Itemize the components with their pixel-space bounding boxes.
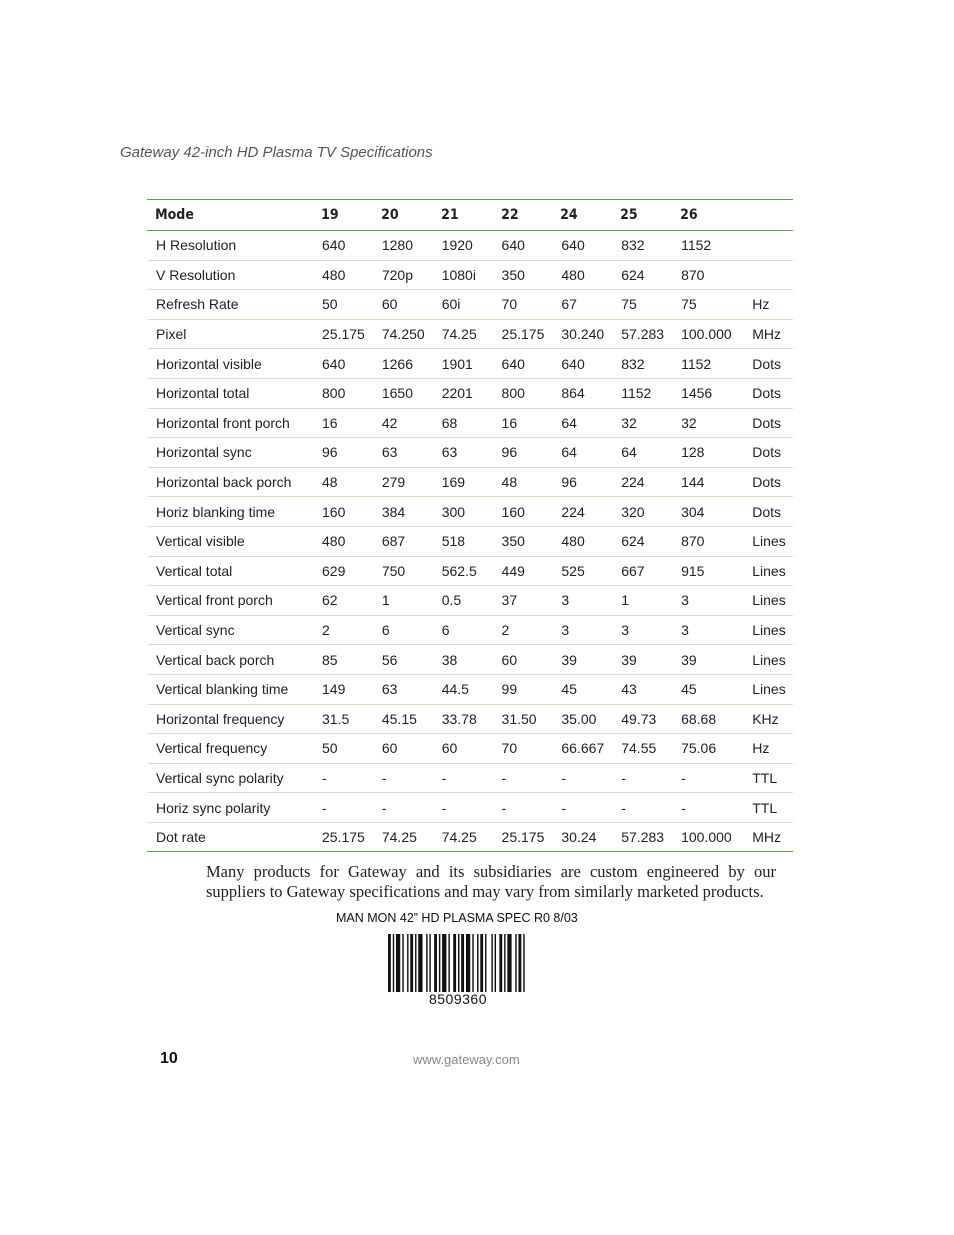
disclaimer-note: Many products for Gateway and its subsidiaries are custom engineered by our suppliers to Gateway specifications and may vary from similarly marketed products. — [206, 862, 776, 901]
barcode-bar — [477, 934, 478, 992]
value-cell: 100.000 — [672, 319, 743, 349]
row-label: Horiz sync polarity — [147, 793, 313, 823]
row-label: Horiz blanking time — [147, 497, 313, 527]
barcode-bar — [472, 934, 473, 992]
value-cell: 800 — [493, 378, 553, 408]
value-cell: - — [313, 763, 373, 793]
value-cell: 640 — [552, 349, 612, 379]
value-cell: 16 — [493, 408, 553, 438]
barcode-bar — [407, 934, 408, 992]
unit-cell — [743, 260, 793, 290]
value-cell: 35.00 — [552, 704, 612, 734]
value-cell: 50 — [313, 734, 373, 764]
value-cell: 1080i — [433, 260, 493, 290]
value-cell: 832 — [612, 349, 672, 379]
value-cell: - — [672, 793, 743, 823]
row-label: Horizontal total — [147, 378, 313, 408]
value-cell: 6 — [433, 615, 493, 645]
value-cell: 49.73 — [612, 704, 672, 734]
value-cell: 3 — [552, 615, 612, 645]
value-cell: 640 — [313, 231, 373, 261]
value-cell: 1650 — [373, 378, 433, 408]
table-row — [147, 645, 793, 675]
row-label: Vertical sync polarity — [147, 763, 313, 793]
value-cell: 1901 — [433, 349, 493, 379]
unit-cell: Dots — [743, 497, 793, 527]
unit-cell: Dots — [743, 349, 793, 379]
value-cell: 160 — [313, 497, 373, 527]
value-cell: 31.5 — [313, 704, 373, 734]
value-cell: 75 — [672, 290, 743, 320]
value-cell: 62 — [313, 586, 373, 616]
barcode-bar — [523, 934, 524, 992]
spec-table-body — [147, 231, 793, 852]
value-cell: 16 — [313, 408, 373, 438]
value-cell: - — [552, 793, 612, 823]
table-row — [147, 349, 793, 379]
value-cell: - — [373, 763, 433, 793]
value-cell: 42 — [373, 408, 433, 438]
value-cell: 45 — [552, 674, 612, 704]
column-header-mode-20: 20 — [380, 207, 399, 223]
value-cell: 85 — [313, 645, 373, 675]
unit-cell: Lines — [743, 526, 793, 556]
value-cell: 0.5 — [433, 586, 493, 616]
table-row — [147, 408, 793, 438]
row-label: Vertical sync — [147, 615, 313, 645]
table-row — [147, 231, 793, 261]
column-header-mode-22: 22 — [500, 207, 519, 223]
table-row — [147, 378, 793, 408]
value-cell: 832 — [612, 231, 672, 261]
barcode-bar — [515, 934, 516, 992]
value-cell: 45.15 — [373, 704, 433, 734]
value-cell: - — [313, 793, 373, 823]
page-number: 10 — [160, 1050, 178, 1067]
value-cell: - — [672, 763, 743, 793]
barcode-bar — [466, 934, 470, 992]
unit-cell: Dots — [743, 378, 793, 408]
running-head-title: Gateway 42-inch HD Plasma TV Specifications — [120, 144, 433, 161]
value-cell: 3 — [672, 615, 743, 645]
value-cell: - — [373, 793, 433, 823]
value-cell: 864 — [552, 378, 612, 408]
value-cell: 1152 — [672, 231, 743, 261]
value-cell: 224 — [552, 497, 612, 527]
value-cell: 70 — [493, 734, 553, 764]
barcode-bar — [426, 934, 427, 992]
unit-cell: TTL — [743, 763, 793, 793]
value-cell: 99 — [493, 674, 553, 704]
value-cell: 25.175 — [313, 319, 373, 349]
table-row — [147, 615, 793, 645]
value-cell: 800 — [313, 378, 373, 408]
row-label: Vertical back porch — [147, 645, 313, 675]
barcode-bar — [485, 934, 486, 992]
unit-cell: Dots — [743, 408, 793, 438]
value-cell: 43 — [612, 674, 672, 704]
value-cell: 68 — [433, 408, 493, 438]
value-cell: 640 — [493, 231, 553, 261]
row-label: Pixel — [147, 319, 313, 349]
row-label: Vertical total — [147, 556, 313, 586]
row-label: Horizontal visible — [147, 349, 313, 379]
value-cell: 30.24 — [552, 822, 612, 852]
unit-cell: Lines — [743, 674, 793, 704]
value-cell: 25.175 — [313, 822, 373, 852]
value-cell: 640 — [493, 349, 553, 379]
barcode-bar — [442, 934, 446, 992]
value-cell: 629 — [313, 556, 373, 586]
unit-cell: TTL — [743, 793, 793, 823]
value-cell: 1152 — [672, 349, 743, 379]
value-cell: 50 — [313, 290, 373, 320]
column-header-unit — [743, 200, 788, 231]
value-cell: - — [493, 763, 553, 793]
value-cell: 870 — [672, 260, 743, 290]
unit-cell: MHz — [743, 319, 793, 349]
barcode-bar — [495, 934, 496, 992]
value-cell: 32 — [672, 408, 743, 438]
column-header-mode-19: 19 — [321, 207, 339, 223]
value-cell: 300 — [433, 497, 493, 527]
table-row — [147, 319, 793, 349]
value-cell: 720p — [373, 260, 433, 290]
value-cell: - — [612, 763, 672, 793]
value-cell: 31.50 — [493, 704, 553, 734]
barcode-bar — [458, 934, 459, 992]
value-cell: 37 — [493, 586, 553, 616]
value-cell: 915 — [672, 556, 743, 586]
value-cell: 74.25 — [373, 822, 433, 852]
value-cell: 96 — [313, 438, 373, 468]
value-cell: 32 — [612, 408, 672, 438]
value-cell: 2 — [493, 615, 553, 645]
value-cell: 60 — [433, 734, 493, 764]
value-cell: 60 — [373, 734, 433, 764]
value-cell: 1280 — [373, 231, 433, 261]
value-cell: 48 — [493, 467, 553, 497]
value-cell: 60 — [373, 290, 433, 320]
row-label: Horizontal front porch — [147, 408, 313, 438]
barcode-bar — [518, 934, 521, 992]
row-label: Vertical frequency — [147, 734, 313, 764]
value-cell: 66.667 — [552, 734, 612, 764]
value-cell: 350 — [493, 260, 553, 290]
barcode-bar — [418, 934, 422, 992]
value-cell: 64 — [552, 408, 612, 438]
row-label: H Resolution — [147, 231, 313, 261]
barcode-bar — [448, 934, 449, 992]
value-cell: 57.283 — [612, 319, 672, 349]
value-cell: 384 — [373, 497, 433, 527]
value-cell: 100.000 — [672, 822, 743, 852]
barcode-bar — [504, 934, 505, 992]
value-cell: 480 — [552, 526, 612, 556]
value-cell: 350 — [493, 526, 553, 556]
value-cell: 96 — [552, 467, 612, 497]
barcode-bar — [507, 934, 511, 992]
value-cell: 3 — [612, 615, 672, 645]
column-header-mode: Mode — [155, 207, 194, 223]
value-cell: 30.240 — [552, 319, 612, 349]
unit-cell: KHz — [743, 704, 793, 734]
row-label: Refresh Rate — [147, 290, 313, 320]
footer-url: www.gateway.com — [413, 1052, 520, 1067]
row-label: Vertical front porch — [147, 586, 313, 616]
value-cell: 74.25 — [433, 822, 493, 852]
table-row — [147, 674, 793, 704]
value-cell: 39 — [552, 645, 612, 675]
value-cell: 1 — [373, 586, 433, 616]
barcode-bar — [415, 934, 416, 992]
unit-cell: Lines — [743, 615, 793, 645]
value-cell: 169 — [433, 467, 493, 497]
table-row — [147, 763, 793, 793]
value-cell: 640 — [552, 231, 612, 261]
row-label: Horizontal frequency — [147, 704, 313, 734]
table-row — [147, 734, 793, 764]
table-row — [147, 526, 793, 556]
column-header-mode-26: 26 — [680, 207, 698, 223]
barcode-number: 8509360 — [428, 991, 487, 1007]
value-cell: 1266 — [373, 349, 433, 379]
row-label: Vertical blanking time — [147, 674, 313, 704]
value-cell: 44.5 — [433, 674, 493, 704]
value-cell: 57.283 — [612, 822, 672, 852]
table-row — [147, 290, 793, 320]
value-cell: 449 — [493, 556, 553, 586]
value-cell: 6 — [373, 615, 433, 645]
column-header-mode-24: 24 — [560, 207, 579, 223]
barcode-bar — [491, 934, 492, 992]
barcode-bar — [402, 934, 403, 992]
row-label: Vertical visible — [147, 526, 313, 556]
row-label: Horizontal back porch — [147, 467, 313, 497]
value-cell: 480 — [313, 526, 373, 556]
barcode-image — [388, 934, 528, 992]
table-row — [147, 793, 793, 823]
value-cell: 1 — [612, 586, 672, 616]
barcode-caption: MAN MON 42” HD PLASMA SPEC R0 8/03 — [336, 911, 578, 925]
row-label: Dot rate — [147, 822, 313, 852]
value-cell: 2201 — [433, 378, 493, 408]
value-cell: 60i — [433, 290, 493, 320]
value-cell: 64 — [612, 438, 672, 468]
value-cell: 70 — [493, 290, 553, 320]
value-cell: 320 — [612, 497, 672, 527]
unit-cell: Hz — [743, 290, 793, 320]
value-cell: 480 — [313, 260, 373, 290]
value-cell: 25.175 — [493, 822, 553, 852]
row-label: Horizontal sync — [147, 438, 313, 468]
value-cell: 640 — [313, 349, 373, 379]
value-cell: 74.25 — [433, 319, 493, 349]
barcode-bar — [480, 934, 483, 992]
unit-cell: Dots — [743, 467, 793, 497]
value-cell: 1456 — [672, 378, 743, 408]
value-cell: 33.78 — [433, 704, 493, 734]
value-cell: 68.68 — [672, 704, 743, 734]
unit-cell: Lines — [743, 556, 793, 586]
value-cell: 624 — [612, 526, 672, 556]
table-row — [147, 704, 793, 734]
table-row — [147, 438, 793, 468]
value-cell: 1920 — [433, 231, 493, 261]
value-cell: 624 — [612, 260, 672, 290]
value-cell: - — [612, 793, 672, 823]
value-cell: 96 — [493, 438, 553, 468]
table-row — [147, 497, 793, 527]
table-row — [147, 556, 793, 586]
unit-cell: MHz — [743, 822, 793, 852]
value-cell: 518 — [433, 526, 493, 556]
value-cell: 128 — [672, 438, 743, 468]
value-cell: 25.175 — [493, 319, 553, 349]
value-cell: 64 — [552, 438, 612, 468]
value-cell: 144 — [672, 467, 743, 497]
barcode-bar — [434, 934, 437, 992]
value-cell: 667 — [612, 556, 672, 586]
header-row — [147, 200, 793, 231]
value-cell: 56 — [373, 645, 433, 675]
spec-table-header — [147, 200, 793, 231]
barcode-bar — [393, 934, 394, 992]
value-cell: 45 — [672, 674, 743, 704]
value-cell: 67 — [552, 290, 612, 320]
barcode-bar — [429, 934, 430, 992]
value-cell: 75 — [612, 290, 672, 320]
value-cell: 39 — [672, 645, 743, 675]
value-cell: 870 — [672, 526, 743, 556]
value-cell: 224 — [612, 467, 672, 497]
value-cell: 279 — [373, 467, 433, 497]
value-cell: 3 — [672, 586, 743, 616]
barcode-bar — [396, 934, 400, 992]
unit-cell: Lines — [743, 586, 793, 616]
value-cell: 48 — [313, 467, 373, 497]
value-cell: 525 — [552, 556, 612, 586]
table-row — [147, 822, 793, 852]
value-cell: 3 — [552, 586, 612, 616]
value-cell: 75.06 — [672, 734, 743, 764]
value-cell: 38 — [433, 645, 493, 675]
column-header-mode-21: 21 — [440, 207, 459, 223]
row-label: V Resolution — [147, 260, 313, 290]
value-cell: 63 — [433, 438, 493, 468]
table-row — [147, 586, 793, 616]
value-cell: 160 — [493, 497, 553, 527]
value-cell: 74.55 — [612, 734, 672, 764]
value-cell: 304 — [672, 497, 743, 527]
value-cell: 2 — [313, 615, 373, 645]
barcode-bar — [453, 934, 456, 992]
barcode-bar — [388, 934, 391, 992]
value-cell: - — [433, 793, 493, 823]
value-cell: 74.250 — [373, 319, 433, 349]
value-cell: 480 — [552, 260, 612, 290]
barcode-bar — [461, 934, 464, 992]
unit-cell: Hz — [743, 734, 793, 764]
value-cell: 562.5 — [433, 556, 493, 586]
barcode-bar — [499, 934, 502, 992]
value-cell: - — [552, 763, 612, 793]
value-cell: 687 — [373, 526, 433, 556]
unit-cell: Lines — [743, 645, 793, 675]
value-cell: - — [433, 763, 493, 793]
value-cell: 63 — [373, 674, 433, 704]
table-row — [147, 260, 793, 290]
value-cell: 60 — [493, 645, 553, 675]
column-header-mode-25: 25 — [620, 207, 638, 223]
table-row — [147, 467, 793, 497]
value-cell: - — [493, 793, 553, 823]
barcode-bar — [410, 934, 413, 992]
unit-cell: Dots — [743, 438, 793, 468]
value-cell: 1152 — [612, 378, 672, 408]
barcode-bar — [439, 934, 440, 992]
value-cell: 63 — [373, 438, 433, 468]
value-cell: 149 — [313, 674, 373, 704]
value-cell: 39 — [612, 645, 672, 675]
unit-cell — [743, 231, 793, 261]
spec-table — [147, 199, 793, 852]
value-cell: 750 — [373, 556, 433, 586]
